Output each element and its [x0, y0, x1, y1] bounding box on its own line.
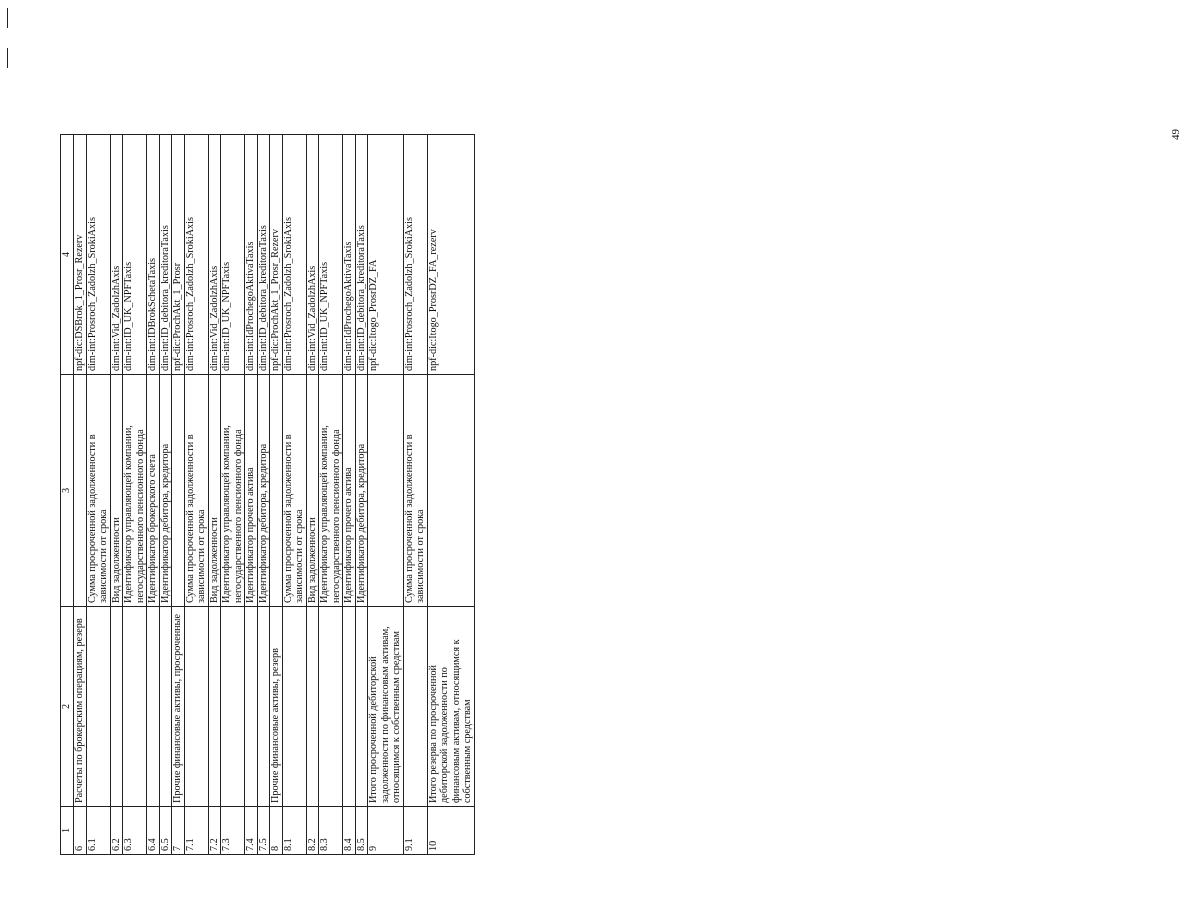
table-row — [86, 135, 110, 855]
table-row — [221, 135, 245, 855]
row-number-cell: 8.1 — [282, 807, 306, 855]
row-description-cell — [368, 375, 404, 607]
row-name-cell — [147, 607, 160, 807]
row-name-cell — [221, 607, 245, 807]
table-row — [208, 135, 221, 855]
row-number-cell: 6.3 — [123, 807, 147, 855]
row-number-cell: 7.3 — [221, 807, 245, 855]
row-name-cell: Итого просроченной дебиторской задолженности по финансовым активам, относящимся к собственным средствам — [368, 607, 404, 807]
row-description-cell: Идентификатор дебитора, кредитора — [355, 375, 368, 607]
row-description-cell: Сумма просроченной задолженности в зависимости от срока — [184, 375, 208, 607]
margin-mark — [7, 8, 8, 28]
table-row — [123, 135, 147, 855]
row-value-cell: dim-int:Prosroch_Zadolzh_SrokiAxis — [86, 135, 110, 375]
row-description-cell: Сумма просроченной задолженности в зависимости от срока — [86, 375, 110, 607]
row-name-cell — [306, 607, 319, 807]
row-value-cell: npf-dic:Itogo_ProsrDZ_FA — [368, 135, 404, 375]
row-name-cell — [123, 607, 147, 807]
row-value-cell: dim-int:Prosroch_Zadolzh_SrokiAxis — [403, 135, 427, 375]
margin-mark — [7, 48, 8, 68]
row-number-cell: 6.2 — [110, 807, 123, 855]
row-number-cell: 7.1 — [184, 807, 208, 855]
table-row — [427, 135, 474, 855]
row-value-cell: dim-int:ID_UK_NPFTaxis — [319, 135, 343, 375]
row-description-cell: Сумма просроченной задолженности в зависимости от срока — [282, 375, 306, 607]
table-row — [147, 135, 160, 855]
row-number-cell: 6 — [74, 807, 87, 855]
row-number-cell: 6.1 — [86, 807, 110, 855]
row-name-cell — [159, 607, 172, 807]
row-description-cell — [270, 375, 283, 607]
page-number: 49 — [1170, 129, 1182, 140]
row-name-cell — [403, 607, 427, 807]
row-name-cell — [184, 607, 208, 807]
row-description-cell: Вид задолженности — [208, 375, 221, 607]
row-name-cell — [355, 607, 368, 807]
row-name-cell — [282, 607, 306, 807]
row-description-cell — [74, 375, 87, 607]
row-description-cell: Идентификатор дебитора, кредитора — [257, 375, 270, 607]
table-header-row — [61, 135, 74, 855]
header-cell: 3 — [61, 375, 74, 607]
table-row — [270, 135, 283, 855]
header-cell: 2 — [61, 607, 74, 807]
row-number-cell: 8.2 — [306, 807, 319, 855]
row-name-cell — [343, 607, 356, 807]
table-row — [110, 135, 123, 855]
row-name-cell: Итого резерва по просроченной дебиторской задолженности по финансовым активам, относящимся к собственным средствам — [427, 607, 474, 807]
row-number-cell: 9.1 — [403, 807, 427, 855]
table-row — [245, 135, 258, 855]
row-value-cell: npf-dic:ProchAkt_1_Prosr — [172, 135, 185, 375]
table-row — [343, 135, 356, 855]
row-number-cell: 8.3 — [319, 807, 343, 855]
table-row — [306, 135, 319, 855]
row-name-cell — [86, 607, 110, 807]
row-value-cell: dim-int:ID_UK_NPFTaxis — [221, 135, 245, 375]
row-value-cell: npf-dic:Itogo_ProsrDZ_FA_rezerv — [427, 135, 474, 375]
row-value-cell: dim-int:ID_debitora_kreditoraTaxis — [159, 135, 172, 375]
row-value-cell: dim-int:Vid_ZadolzhAxis — [110, 135, 123, 375]
row-number-cell: 7.5 — [257, 807, 270, 855]
row-description-cell — [427, 375, 474, 607]
row-name-cell — [319, 607, 343, 807]
row-number-cell: 6.5 — [159, 807, 172, 855]
row-number-cell: 8.5 — [355, 807, 368, 855]
row-name-cell — [208, 607, 221, 807]
table-row — [368, 135, 404, 855]
table-row — [159, 135, 172, 855]
table-row — [355, 135, 368, 855]
table-row — [257, 135, 270, 855]
table-row — [172, 135, 185, 855]
row-description-cell: Вид задолженности — [110, 375, 123, 607]
row-number-cell: 6.4 — [147, 807, 160, 855]
row-description-cell: Вид задолженности — [306, 375, 319, 607]
row-name-cell — [245, 607, 258, 807]
row-value-cell: dim-int:IdProchegoAktivaTaxis — [343, 135, 356, 375]
row-description-cell: Идентификатор управляющей компании, негосударственного пенсионного фонда — [221, 375, 245, 607]
row-value-cell: dim-int:Vid_ZadolzhAxis — [306, 135, 319, 375]
row-description-cell — [172, 375, 185, 607]
row-number-cell: 10 — [427, 807, 474, 855]
row-name-cell: Прочие финансовые активы, просроченные — [172, 607, 185, 807]
row-description-cell: Идентификатор прочего актива — [245, 375, 258, 607]
row-name-cell: Расчеты по брокерским операциям, резерв — [74, 607, 87, 807]
row-number-cell: 7 — [172, 807, 185, 855]
taxonomy-table — [60, 134, 475, 855]
row-number-cell: 8 — [270, 807, 283, 855]
row-number-cell: 9 — [368, 807, 404, 855]
table-row — [319, 135, 343, 855]
header-cell: 4 — [61, 135, 74, 375]
row-name-cell — [257, 607, 270, 807]
row-description-cell: Идентификатор управляющей компании, негосударственного пенсионного фонда — [319, 375, 343, 607]
table-row — [403, 135, 427, 855]
row-number-cell: 8.4 — [343, 807, 356, 855]
row-value-cell: dim-int:Prosroch_Zadolzh_SrokiAxis — [282, 135, 306, 375]
row-description-cell: Идентификатор брокерского счета — [147, 375, 160, 607]
row-value-cell: npf-dic:DSBrok_1_Prosr_Rezerv — [74, 135, 87, 375]
header-cell: 1 — [61, 807, 74, 855]
row-number-cell: 7.2 — [208, 807, 221, 855]
page-number-container — [586, 78, 1182, 140]
table-row — [184, 135, 208, 855]
row-description-cell: Идентификатор управляющей компании, негосударственного пенсионного фонда — [123, 375, 147, 607]
row-value-cell: dim-int:ID_debitora_kreditoraTaxis — [355, 135, 368, 375]
row-value-cell: dim-int:Vid_ZadolzhAxis — [208, 135, 221, 375]
rotated-table-container — [60, 135, 520, 855]
row-number-cell: 7.4 — [245, 807, 258, 855]
table-row — [282, 135, 306, 855]
row-name-cell — [110, 607, 123, 807]
row-name-cell: Прочие финансовые активы, резерв — [270, 607, 283, 807]
row-value-cell: dim-int:ID_debitora_kreditoraTaxis — [257, 135, 270, 375]
row-value-cell: dim-int:ID_UK_NPFTaxis — [123, 135, 147, 375]
row-description-cell: Идентификатор прочего актива — [343, 375, 356, 607]
table-row — [74, 135, 87, 855]
row-value-cell: dim-int:IDBrokSchetaTaxis — [147, 135, 160, 375]
row-value-cell: npf-dic:ProchAkt_1_Prosr_Rezerv — [270, 135, 283, 375]
row-value-cell: dim-int:Prosroch_Zadolzh_SrokiAxis — [184, 135, 208, 375]
row-description-cell: Сумма просроченной задолженности в зависимости от срока — [403, 375, 427, 607]
row-description-cell: Идентификатор дебитора, кредитора — [159, 375, 172, 607]
row-value-cell: dim-int:IdProchegoAktivaTaxis — [245, 135, 258, 375]
